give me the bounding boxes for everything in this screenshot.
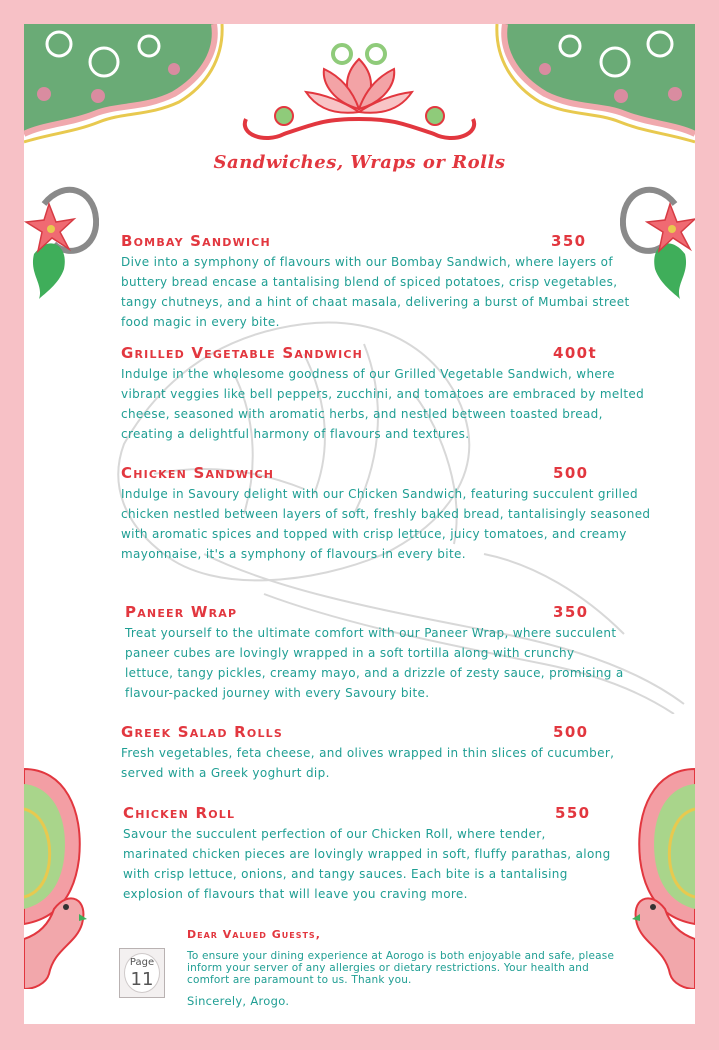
item-description: Treat yourself to the ultimate comfort with our Paneer Wrap, where succulent paneer cubes are lovingly wrapped in a soft tortilla along with crunchy lettuce, tangy pickles, creamy mayo, and a drizzle of zesty sauce, promising a flavour-packed journey with every Savoury bite. (125, 626, 624, 700)
item-name: Bombay Sandwich (121, 232, 271, 250)
page-number-badge (119, 948, 165, 998)
item-description: Indulge in Savoury delight with our Chicken Sandwich, featuring succulent grilled chicken nestled between layers of soft, freshly baked bread, tantalisingly seasoned with aromatic spices and topped with crisp lettuce, juicy tomatoes, and creamy mayonnaise, it's a symphony of flavours in every bite. (121, 487, 651, 561)
notice-text: To ensure your dining experience at Aorogo is both enjoyable and safe, please inform your server of any allergies or dietary restrictions. Your health and comfort are paramount to us. Thank you. (187, 950, 615, 986)
item-name: Paneer Wrap (125, 603, 238, 621)
section-title: Sandwiches, Wraps or Rolls (213, 152, 506, 173)
item-name: Chicken Roll (123, 804, 236, 822)
menu-page (24, 24, 695, 1024)
peacock-left-icon (24, 749, 89, 989)
item-name: Grilled Vegetable Sandwich (121, 344, 364, 362)
peacock-right-icon (630, 749, 695, 989)
item-price: 400t (553, 344, 598, 362)
page-label: Page (129, 957, 155, 968)
item-name: Chicken Sandwich (121, 464, 275, 482)
item-name: Greek Salad Rolls (121, 723, 283, 741)
item-description: Dive into a symphony of flavours with our Bombay Sandwich, where layers of buttery bread encase a tantalising blend of spiced potatoes, crisp vegetables, tangy chutneys, and a hint of chaat masala, delivering a burst of Mumbai street food magic in every bite. (121, 255, 630, 329)
item-price: 550 (555, 804, 591, 822)
lotus-flower-left-icon (24, 174, 99, 304)
item-description: Fresh vegetables, feta cheese, and olives wrapped in thin slices of cucumber, served with a Greek yoghurt dip. (121, 746, 615, 780)
page-number: 11 (130, 969, 154, 990)
item-description: Savour the succulent perfection of our Chicken Roll, where tender, marinated chicken pieces are lovingly wrapped in soft, fluffy parathas, along with crisp lettuce, onions, and tangy sauces. Each bite is a tantalising explosion of flavours that will leave you craving more. (123, 827, 611, 901)
notice-title: Dear Valued Guests, (187, 928, 321, 941)
item-description: Indulge in the wholesome goodness of our Grilled Vegetable Sandwich, where vibrant veggies like bell peppers, zucchini, and tomatoes are embraced by melted cheese, seasoned with aromatic herbs, and nestled between toasted bread, creating a delightful harmony of flavours and textures. (121, 367, 645, 441)
item-price: 500 (553, 723, 589, 741)
item-price: 350 (553, 603, 589, 621)
notice-signature: Sincerely, Arogo. (187, 994, 290, 1008)
item-price: 500 (553, 464, 589, 482)
item-price: 350 (551, 232, 587, 250)
